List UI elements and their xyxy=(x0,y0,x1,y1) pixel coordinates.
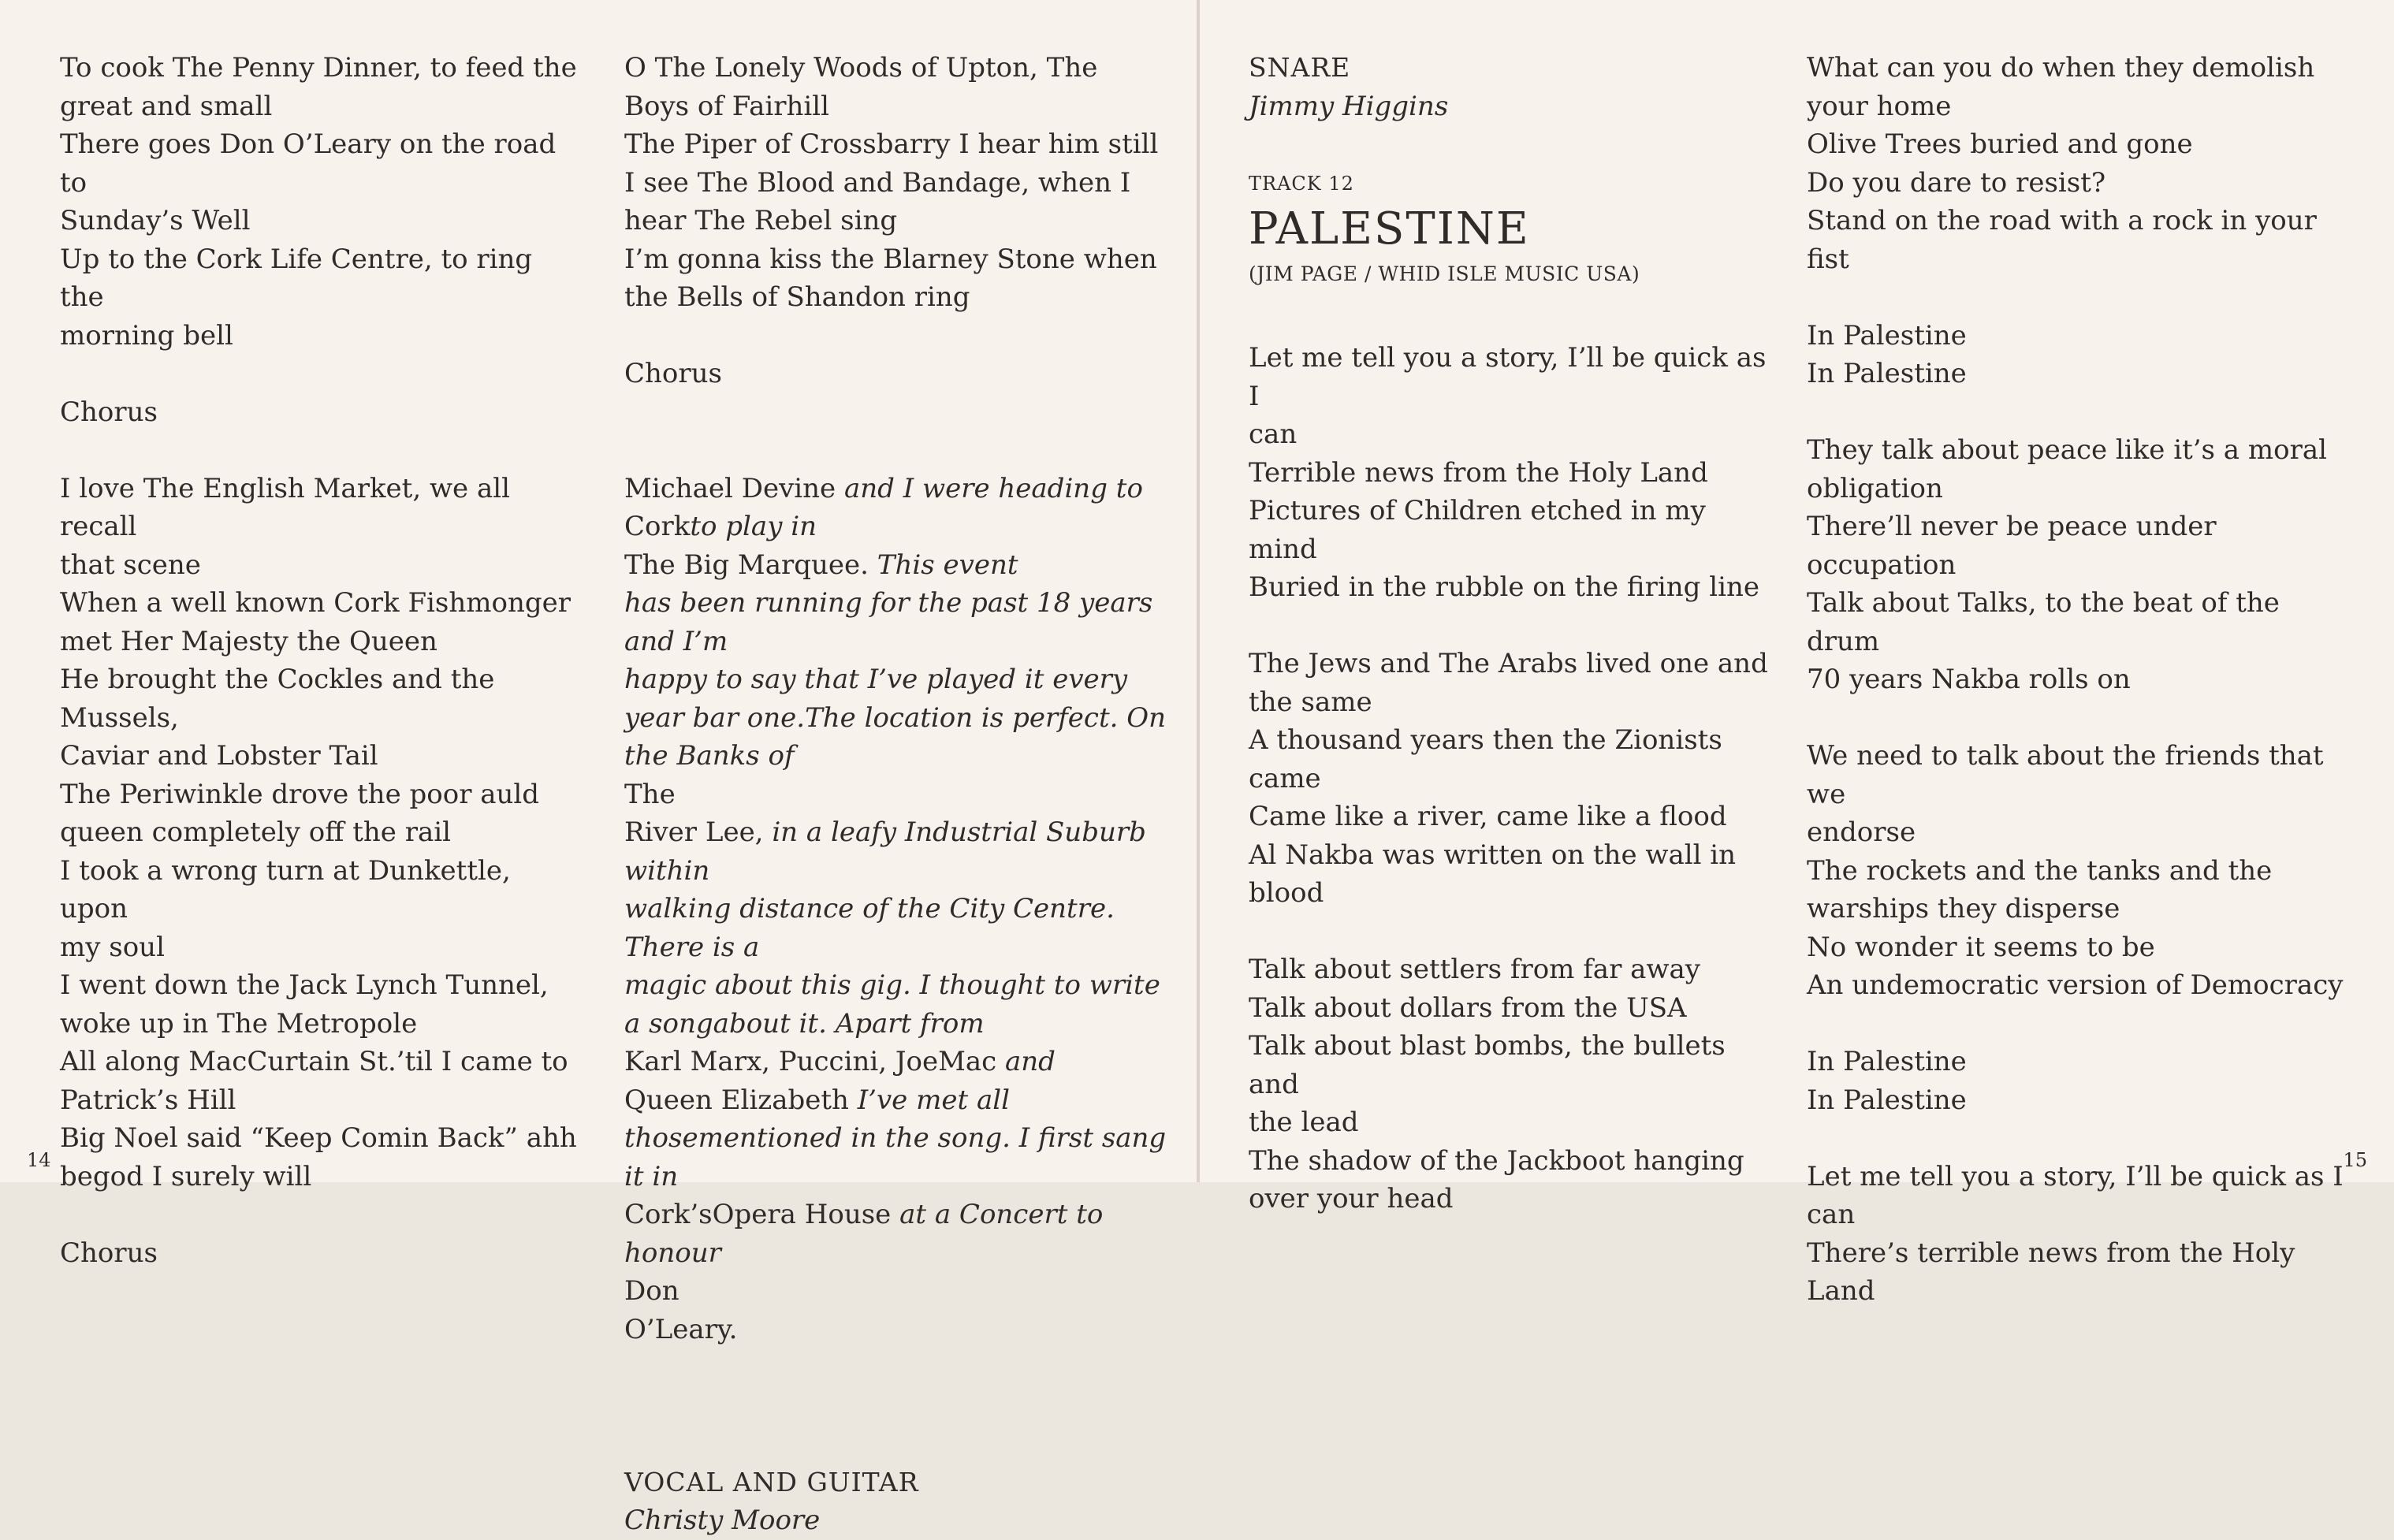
lyric-line: Sunday’s Well xyxy=(60,205,251,236)
lyric-line: Up to the Cork Life Centre, to ring the xyxy=(60,243,533,313)
lyric-line: woke up in The Metropole xyxy=(60,1007,418,1040)
lyric-line: over your head xyxy=(1249,1183,1454,1215)
note-italic-text: walking distance of the City Centre. There is a xyxy=(624,893,1115,963)
lyric-line: begod I surely will xyxy=(60,1160,312,1192)
lyric-line: He brought the Cockles and the Mussels, xyxy=(60,664,495,734)
note-line xyxy=(624,776,1176,814)
lyric-line: Let me tell you a story, I’ll be quick as I xyxy=(1807,1160,2344,1192)
note-italic-text: has been running for the past 18 years and I’m xyxy=(624,587,1153,657)
note-italic-text: This event xyxy=(877,549,1018,581)
credit-label: VOCAL AND GUITAR xyxy=(624,1466,919,1497)
lyric-line: In Palestine xyxy=(1807,1084,1967,1116)
note-line xyxy=(624,470,1176,508)
note-italic-text: The location is perfect. On the Banks of xyxy=(624,701,1166,772)
lyric-line: Let me tell you a story, I’ll be quick as I xyxy=(1249,342,1767,412)
note-line xyxy=(624,813,1176,890)
lyric-line: There goes Don O’Leary on the road to xyxy=(60,128,557,199)
note-text: River Lee, xyxy=(624,816,773,848)
lyrics-continued xyxy=(624,49,1176,393)
liner-notes xyxy=(624,470,1176,1349)
lyric-line: Buried in the rubble on the firing line xyxy=(1249,571,1759,603)
lyric-line: Chorus xyxy=(60,1237,158,1269)
lyric-line: We need to talk about the friends that we xyxy=(1807,740,2324,810)
lyric-line: Olive Trees buried and gone xyxy=(1807,128,2193,160)
note-text: Cork’s xyxy=(624,1199,713,1230)
lyric-line: Boys of Fairhill xyxy=(624,90,829,122)
note-text: Michael Devine xyxy=(624,472,844,504)
lyric-line: In Palestine xyxy=(1807,358,1967,389)
lyric-line: endorse xyxy=(1807,816,1916,848)
lyric-line: Terrible news from the Holy Land xyxy=(1249,456,1708,489)
lyric-line: my soul xyxy=(60,931,165,963)
right-page xyxy=(1200,0,2394,1307)
note-italic-text: happy to say that I’ve played it every year bar one. xyxy=(624,664,1128,734)
song-lyrics xyxy=(1249,339,1769,1218)
note-line xyxy=(624,660,1176,776)
lyric-line: There’s terrible news from the Holy Land xyxy=(1807,1237,2295,1307)
lyric-line: obligation xyxy=(1807,472,1943,504)
lyric-line: The Jews and The Arabs lived one and xyxy=(1249,648,1768,679)
lyric-line: They talk about peace like it’s a moral xyxy=(1807,434,2327,466)
note-text: Karl Marx, Puccini, Joe xyxy=(624,1046,939,1077)
lyric-line: When a well known Cork Fishmonger xyxy=(60,587,572,619)
song-lyrics-continued xyxy=(1807,49,2359,1311)
lyric-line: Talk about Talks, to the beat of the drum xyxy=(1807,587,2280,657)
note-line xyxy=(624,1196,1176,1272)
note-line xyxy=(624,1311,1176,1349)
note-italic-text: in a leafy Industrial Suburb within xyxy=(624,816,1146,887)
note-text: Cork xyxy=(624,511,691,542)
note-line xyxy=(624,1272,1176,1311)
note-text: Mac xyxy=(938,1046,1006,1077)
note-text: Don xyxy=(624,1275,679,1307)
note-line xyxy=(624,1043,1176,1081)
lyric-line: To cook The Penny Dinner, to feed the xyxy=(60,52,577,84)
note-line xyxy=(624,508,1176,546)
lyric-line: In Palestine xyxy=(1807,1046,1967,1077)
note-text: Opera House xyxy=(712,1199,900,1230)
lyric-line: Came like a river, came like a flood xyxy=(1249,801,1727,832)
note-line xyxy=(624,1081,1176,1196)
lyric-line: The Periwinkle drove the poor auld xyxy=(60,778,540,810)
note-italic-text: and I were heading to xyxy=(844,472,1143,504)
lyric-line: No wonder it seems to be xyxy=(1807,931,2155,963)
lyric-line: There’ll never be peace under occupation xyxy=(1807,511,2217,581)
lyric-line: the lead xyxy=(1249,1107,1359,1138)
lyric-line: The Piper of Crossbarry I hear him still xyxy=(624,128,1159,160)
lyric-line: the same xyxy=(1249,686,1372,718)
lyric-line: An undemocratic version of Democracy xyxy=(1807,969,2344,1001)
lyric-line: I went down the Jack Lynch Tunnel, xyxy=(60,969,549,1001)
note-text: The Big Marquee. xyxy=(624,549,877,581)
lyric-line: I see The Blood and Bandage, when I xyxy=(624,166,1131,199)
note-italic-text: I’ve met all those xyxy=(624,1084,1010,1154)
lyric-line: O The Lonely Woods of Upton, The xyxy=(624,52,1098,84)
lyric-line: Stand on the road with a rock in your fist xyxy=(1807,205,2317,275)
note-italic-text: magic about this gig. I thought to write a song xyxy=(624,969,1160,1040)
lyric-line: I love The English Market, we all recall xyxy=(60,472,510,542)
lyric-line: What can you do when they demolish xyxy=(1807,52,2315,84)
lyric-line: that scene xyxy=(60,549,201,581)
note-italic-text: mentioned in the song. I first sang it in xyxy=(624,1122,1167,1192)
note-italic-text: at a Concert to honour xyxy=(624,1199,1104,1269)
note-text: Queen Elizabeth xyxy=(624,1084,858,1116)
lyric-line: can xyxy=(1249,418,1298,450)
lyric-line: Caviar and Lobster Tail xyxy=(60,740,378,772)
lyric-line: The rockets and the tanks and the xyxy=(1807,854,2273,887)
lyric-line: I took a wrong turn at Dunkettle, upon xyxy=(60,854,511,924)
note-text: The xyxy=(624,778,676,810)
lyric-line: hear The Rebel sing xyxy=(624,205,898,236)
track-number: TRACK 12 xyxy=(1249,173,1354,195)
lyric-line: Chorus xyxy=(60,396,158,428)
lyric-line: All along MacCurtain St.’til I came to xyxy=(60,1046,568,1077)
lyric-line: warships they disperse xyxy=(1807,893,2120,924)
note-text: O’Leary. xyxy=(624,1313,738,1345)
lyric-line: blood xyxy=(1249,877,1324,909)
lyric-line: 70 years Nakba rolls on xyxy=(1807,664,2131,695)
lyric-line: can xyxy=(1807,1199,1856,1230)
lyric-line: A thousand years then the Zionists came xyxy=(1249,724,1722,794)
lyric-line: your home xyxy=(1807,90,1952,122)
lyric-line: Big Noel said “Keep Comin Back” ahh xyxy=(60,1122,577,1154)
song-title: PALESTINE xyxy=(1249,203,1530,255)
lyric-line: great and small xyxy=(60,90,273,122)
note-italic-text: about it. Apart from xyxy=(713,1007,985,1040)
credit-name: Christy Moore xyxy=(624,1505,821,1536)
left-lyrics-column xyxy=(60,49,580,1272)
lyric-line: Do you dare to resist? xyxy=(1807,166,2106,199)
lyric-line: morning bell xyxy=(60,319,233,352)
page-number-left: 14 xyxy=(27,1149,51,1171)
note-italic-text: to play in xyxy=(690,511,817,542)
left-second-column xyxy=(624,49,1176,1540)
lyric-line: The shadow of the Jackboot hanging xyxy=(1249,1144,1744,1177)
lyric-line: Al Nakba was written on the wall in xyxy=(1249,839,1737,871)
lyric-line: Talk about settlers from far away xyxy=(1249,954,1700,985)
snare-name: Jimmy Higgins xyxy=(1249,90,1449,122)
lyric-line: I’m gonna kiss the Blarney Stone when xyxy=(624,243,1157,275)
lyric-line: met Her Majesty the Queen xyxy=(60,625,437,657)
lyric-line: Chorus xyxy=(624,358,722,389)
lyric-line: Talk about blast bombs, the bullets and xyxy=(1249,1030,1726,1100)
snare-label: SNARE xyxy=(1249,52,1351,83)
note-line xyxy=(624,966,1176,1043)
lyric-line: Talk about dollars from the USA xyxy=(1249,991,1687,1024)
note-line xyxy=(624,890,1176,966)
page-number-right: 15 xyxy=(2343,1149,2367,1171)
lyric-line: Pictures of Children etched in my mind xyxy=(1249,495,1706,565)
lyric-line: In Palestine xyxy=(1807,319,1967,352)
note-italic-text: and xyxy=(1005,1046,1056,1077)
lyric-line: queen completely off the rail xyxy=(60,816,451,848)
lyric-line: Patrick’s Hill xyxy=(60,1084,236,1116)
left-page xyxy=(0,0,1197,1536)
note-line xyxy=(624,584,1176,660)
track-column xyxy=(1249,49,1769,1218)
lyric-line: the Bells of Shandon ring xyxy=(624,281,970,313)
note-line xyxy=(624,546,1176,585)
publisher-credit: (JIM PAGE / WHID ISLE MUSIC USA) xyxy=(1249,262,1640,285)
